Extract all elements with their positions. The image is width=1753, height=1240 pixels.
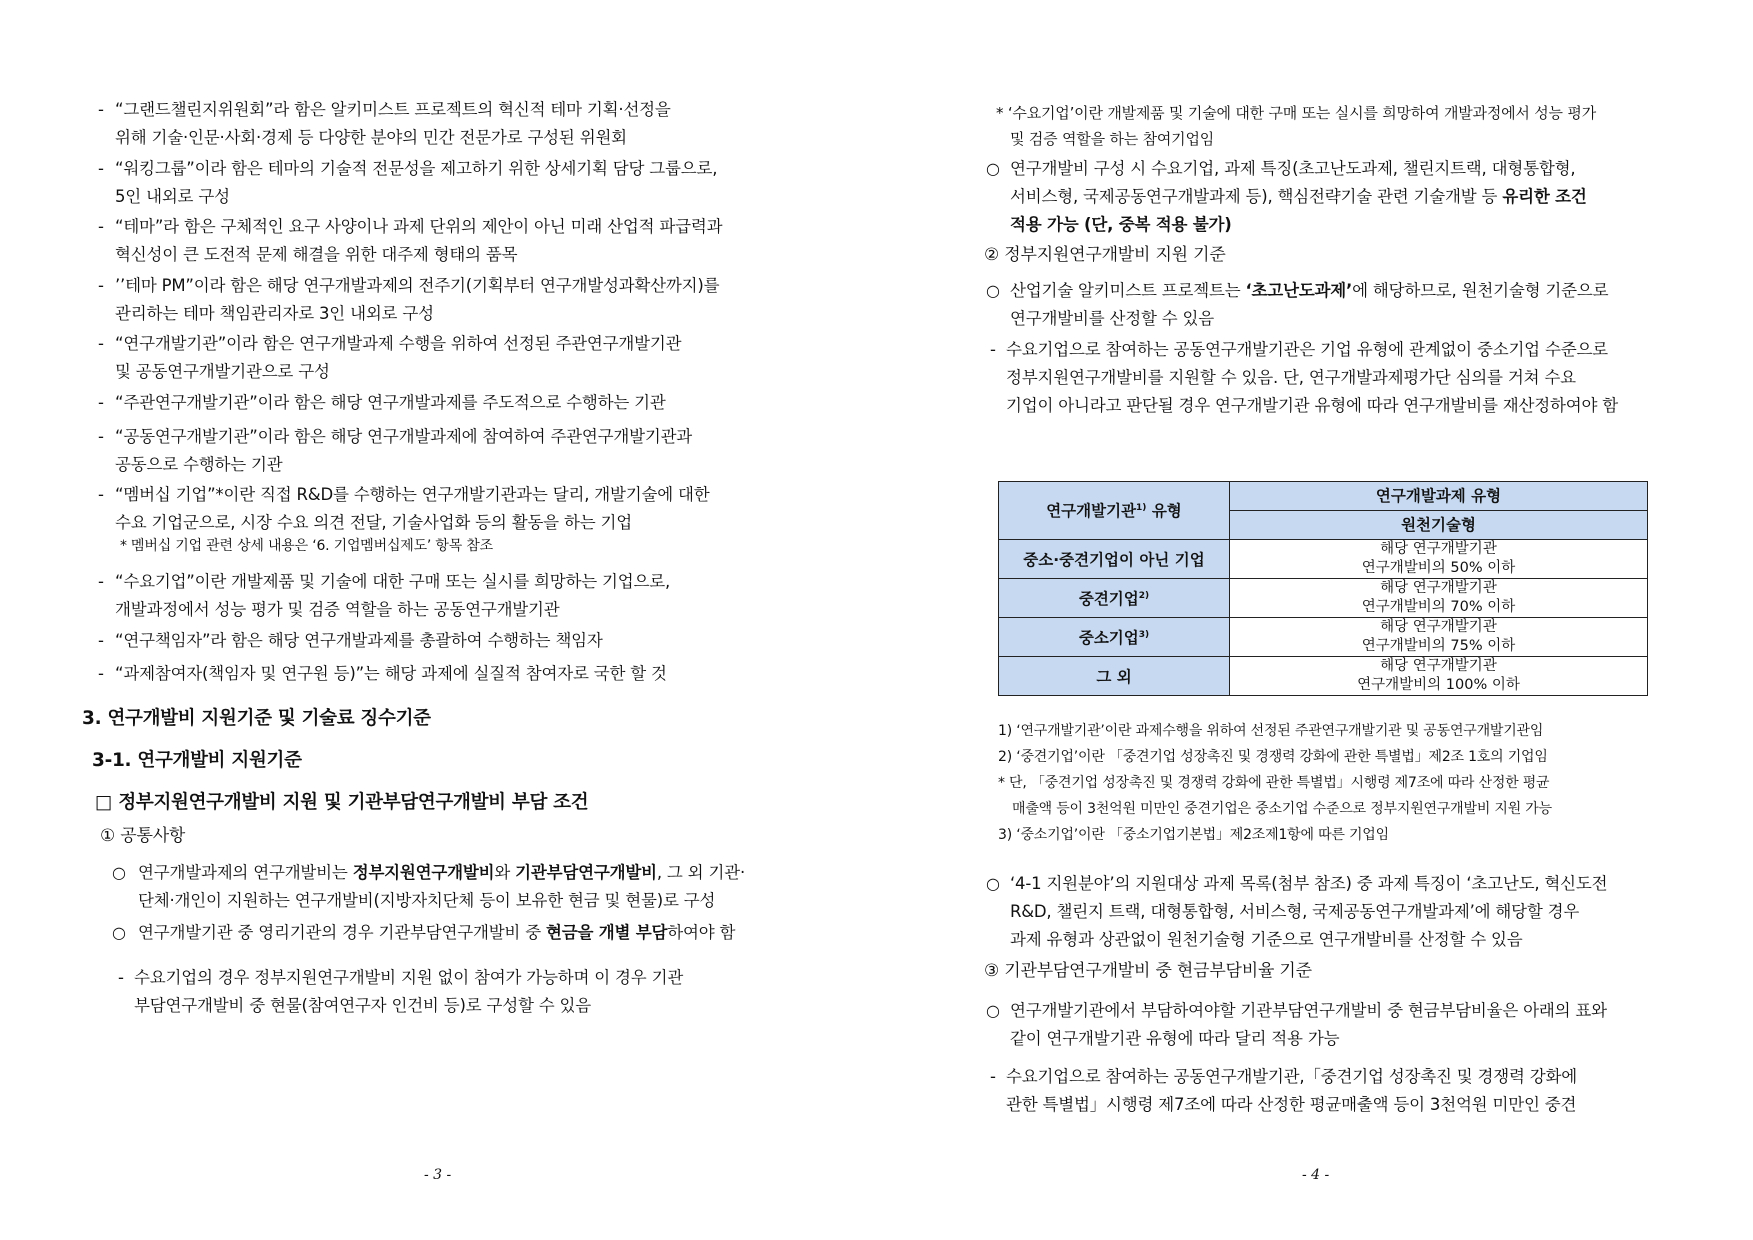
definition-line: ’’테마 PM”이라 함은 해당 연구개발과제의 전주기(기획부터 연구개발성과확산까지)를	[115, 276, 720, 295]
definition-line: 위해 기술·인문·사회·경제 등 다양한 분야의 민간 전문가로 구성된 위원회	[115, 128, 627, 147]
definition-line: “연구개발기관”이라 함은 연구개발과제 수행을 위하여 선정된 주관연구개발기관	[115, 334, 682, 353]
common-heading: ① 공통사항	[100, 826, 186, 846]
paragraph-line: 수요기업의 경우 정부지원연구개발비 지원 없이 참여가 가능하며 이 경우 기관	[134, 968, 684, 987]
bold-term: ‘초고난도과제’	[1245, 281, 1353, 300]
paragraph-line: ‘4-1 지원분야’의 지원대상 과제 목록(첨부 참조) 중 과제 특징이 ‘초고난도, 혁신도전	[1010, 874, 1608, 893]
circle-bullet: ○	[112, 863, 126, 882]
definition-line: 혁신성이 큰 도전적 문제 해결을 위한 대주제 형태의 품목	[115, 245, 518, 264]
definition-line: “공동연구개발기관”이라 함은 해당 연구개발과제에 참여하여 주관연구개발기관과	[115, 427, 693, 446]
definition-line: “멤버십 기업”*이란 직접 R&D를 수행하는 연구개발기관과는 달리, 개발기술에 대한	[115, 485, 710, 504]
footnote: 매출액 등이 3천억원 미만인 중견기업은 중소기업 수준으로 정부지원연구개발비 지원 가능	[1012, 801, 1552, 817]
circle-bullet: ○	[986, 159, 1000, 178]
dash-marker: -	[98, 427, 104, 446]
paragraph-line: 연구개발기관 중 영리기관의 경우 기관부담연구개발비 중 현금을 개별 부담하여야 함	[138, 923, 736, 942]
dash-marker: -	[98, 334, 104, 353]
paragraph-line: 연구개발과제의 연구개발비는 정부지원연구개발비와 기관부담연구개발비, 그 외 기관·	[138, 863, 745, 882]
footnote: * 단, 「중견기업 성장촉진 및 경쟁력 강화에 관한 특별법」시행령 제7조에 따라 산정한 평균	[998, 775, 1550, 791]
paragraph-line: 연구개발비를 산정할 수 있음	[1010, 309, 1215, 328]
page-number: - 3 -	[424, 1167, 452, 1183]
row-ratio-cell: 해당 연구개발기관 연구개발비의 100% 이하	[1230, 657, 1648, 696]
paragraph-line	[1010, 211, 1650, 239]
paragraph-line: 수요기업으로 참여하는 공동연구개발기관,「중견기업 성장촉진 및 경쟁력 강화에	[1006, 1067, 1578, 1086]
dash-marker: -	[990, 1067, 996, 1086]
page-3	[0, 0, 876, 1240]
footnote: 3) ‘중소기업’이란 「중소기업기본법」제2조제1항에 따른 기업임	[998, 827, 1389, 843]
dash-marker: -	[98, 664, 104, 683]
dash-marker: -	[98, 485, 104, 504]
dash-marker: -	[98, 159, 104, 178]
paragraph-line: 서비스형, 국제공동연구개발과제 등), 핵심전략기술 관련 기술개발 등 유리한 조건	[1010, 187, 1587, 206]
bold-term: 기관부담연구개발비	[515, 863, 657, 882]
note-line: 및 검증 역할을 하는 참여기업임	[1010, 130, 1215, 148]
membership-note: * 멤버십 기업 관련 상세 내용은 ‘6. 기업멤버십제도’ 항목 참조	[120, 538, 493, 554]
definition-line: “테마”라 함은 구체적인 요구 사양이나 과제 단위의 제안이 아닌 미래 산업적 파급력과	[115, 217, 723, 236]
funding-ratio-table	[998, 481, 1648, 696]
dash-marker: -	[98, 100, 104, 119]
paragraph-line: 같이 연구개발기관 유형에 따라 달리 적용 가능	[1010, 1029, 1340, 1048]
row-type-sme: 중소기업$^{3)}$	[999, 618, 1230, 657]
bold-term: 정부지원연구개발비	[352, 863, 495, 882]
paragraph-line: 부담연구개발비 중 현물(참여연구자 인건비 등)로 구성할 수 있음	[134, 996, 592, 1015]
paragraph-line: 연구개발비 구성 시 수요기업, 과제 특징(초고난도과제, 챌린지트랙, 대형통합형,	[1010, 159, 1576, 178]
definition-line: “연구책임자”라 함은 해당 연구개발과제를 총괄하여 수행하는 책임자	[115, 631, 603, 650]
paragraph-line: 수요기업으로 참여하는 공동연구개발기관은 기업 유형에 관계없이 중소기업 수준으로	[1006, 340, 1608, 359]
paragraph-line: 관한 특별법」시행령 제7조에 따라 산정한 평균매출액 등이 3천억원 미만인 중견	[1006, 1095, 1577, 1114]
circle-bullet: ○	[112, 923, 126, 942]
dash-marker: -	[98, 217, 104, 236]
row-ratio-cell: 해당 연구개발기관 연구개발비의 75% 이하	[1230, 618, 1648, 657]
circle-bullet: ○	[986, 281, 1000, 300]
row-ratio-cell: 해당 연구개발기관 연구개발비의 50% 이하	[1230, 540, 1648, 579]
subsection-heading-3: ③ 기관부담연구개발비 중 현금부담비율 기준	[984, 961, 1312, 981]
bold-term: 유리한 조건	[1502, 187, 1587, 206]
dash-marker: -	[98, 393, 104, 412]
definition-line: “수요기업”이란 개발제품 및 기술에 대한 구매 또는 실시를 희망하는 기업으로,	[115, 572, 671, 591]
row-type-mid-sized: 중견기업$^{2)}$	[999, 579, 1230, 618]
circle-bullet: ○	[986, 1001, 1000, 1020]
section-heading-3-1: 3-1. 연구개발비 지원기준	[92, 750, 302, 771]
definition-line: “과제참여자(책임자 및 연구원 등)”는 해당 과제에 실질적 참여자로 국한 할 것	[115, 664, 667, 683]
table-row	[999, 540, 1648, 579]
definition-line: 관리하는 테마 책임관리자로 3인 내외로 구성	[115, 304, 434, 323]
circle-bullet: ○	[986, 874, 1000, 893]
row-ratio-cell: 해당 연구개발기관 연구개발비의 70% 이하	[1230, 579, 1648, 618]
dash-marker: -	[98, 572, 104, 591]
dash-marker: -	[98, 276, 104, 295]
bold-term: 적용 가능 (단, 중복 적용 불가)	[1010, 215, 1232, 234]
definition-line: 5인 내외로 구성	[115, 187, 230, 206]
paragraph-line: 정부지원연구개발비를 지원할 수 있음. 단, 연구개발과제평가단 심의를 거쳐 수요	[1006, 368, 1576, 387]
definition-line: 공동으로 수행하는 기관	[115, 455, 283, 474]
paragraph-line: 기업이 아니라고 판단될 경우 연구개발기관 유형에 따라 연구개발비를 재산정하여야 함	[1006, 396, 1619, 415]
col-header-project-type: 연구개발과제 유형	[1230, 482, 1648, 511]
demand-company-note	[996, 100, 1636, 152]
paragraph-line: 산업기술 알키미스트 프로젝트는 ‘초고난도과제’에 해당하므로, 원천기술형 기준으로	[1010, 281, 1609, 300]
row-type-large-company: 중소·중견기업이 아닌 기업	[999, 540, 1230, 579]
section-heading-3: 3. 연구개발비 지원기준 및 기술료 징수기준	[82, 708, 431, 729]
footnote: 1) ‘연구개발기관’이란 과제수행을 위하여 선정된 주관연구개발기관 및 공동연구개발기관임	[998, 723, 1544, 739]
dash-marker: -	[118, 968, 124, 987]
definition-line: 수요 기업군으로, 시장 수요 의견 전달, 기술사업화 등의 활동을 하는 기업	[115, 513, 632, 532]
table-row	[999, 657, 1648, 696]
page-4	[876, 0, 1753, 1240]
table-row	[999, 579, 1648, 618]
definition-line: “주관연구개발기관”이라 함은 해당 연구개발과제를 주도적으로 수행하는 기관	[115, 393, 666, 412]
definition-line: 및 공동연구개발기관으로 구성	[115, 362, 330, 381]
paragraph-line: 과제 유형과 상관없이 원천기술형 기준으로 연구개발비를 산정할 수 있음	[1010, 930, 1523, 949]
paragraph-line: 단체·개인이 지원하는 연구개발비(지방자치단체 등이 보유한 현금 및 현물)로 구성	[138, 891, 716, 910]
definition-line: “워킹그룹”이라 함은 테마의 기술적 전문성을 제고하기 위한 상세기획 담당 그룹으로,	[115, 159, 718, 178]
row-type-other: 그 외	[999, 657, 1230, 696]
bold-term: 현금을 개별 부담	[546, 923, 668, 942]
definition-line: “그랜드챌린지위원회”라 함은 알키미스트 프로젝트의 혁신적 테마 기획·선정을	[115, 100, 671, 119]
note-line: * ‘수요기업’이란 개발제품 및 기술에 대한 구매 또는 실시를 희망하여 개발과정에서 성능 평가	[996, 104, 1596, 122]
table-row	[999, 618, 1648, 657]
box-heading: □ 정부지원연구개발비 지원 및 기관부담연구개발비 부담 조건	[95, 792, 589, 813]
col-subheader-fundamental: 원천기술형	[1230, 511, 1648, 540]
dash-marker: -	[98, 631, 104, 650]
col-header-institution-type: 연구개발기관$^{1)}$ 유형	[999, 482, 1230, 540]
paragraph-line: 연구개발기관에서 부담하여야할 기관부담연구개발비 중 현금부담비율은 아래의 표와	[1010, 1001, 1607, 1020]
paragraph-line: R&D, 챌린지 트랙, 대형통합형, 서비스형, 국제공동연구개발과제’에 해당할 경우	[1010, 902, 1580, 921]
definition-line: 개발과정에서 성능 평가 및 검증 역할을 하는 공동연구개발기관	[115, 600, 560, 619]
table-footnotes	[998, 718, 1658, 848]
subsection-heading-2: ② 정부지원연구개발비 지원 기준	[984, 245, 1226, 265]
dash-marker: -	[990, 340, 996, 359]
footnote: 2) ‘중견기업’이란 「중견기업 성장촉진 및 경쟁력 강화에 관한 특별법」제2조 1호의 기업임	[998, 749, 1548, 765]
page-number: - 4 -	[1302, 1167, 1330, 1183]
